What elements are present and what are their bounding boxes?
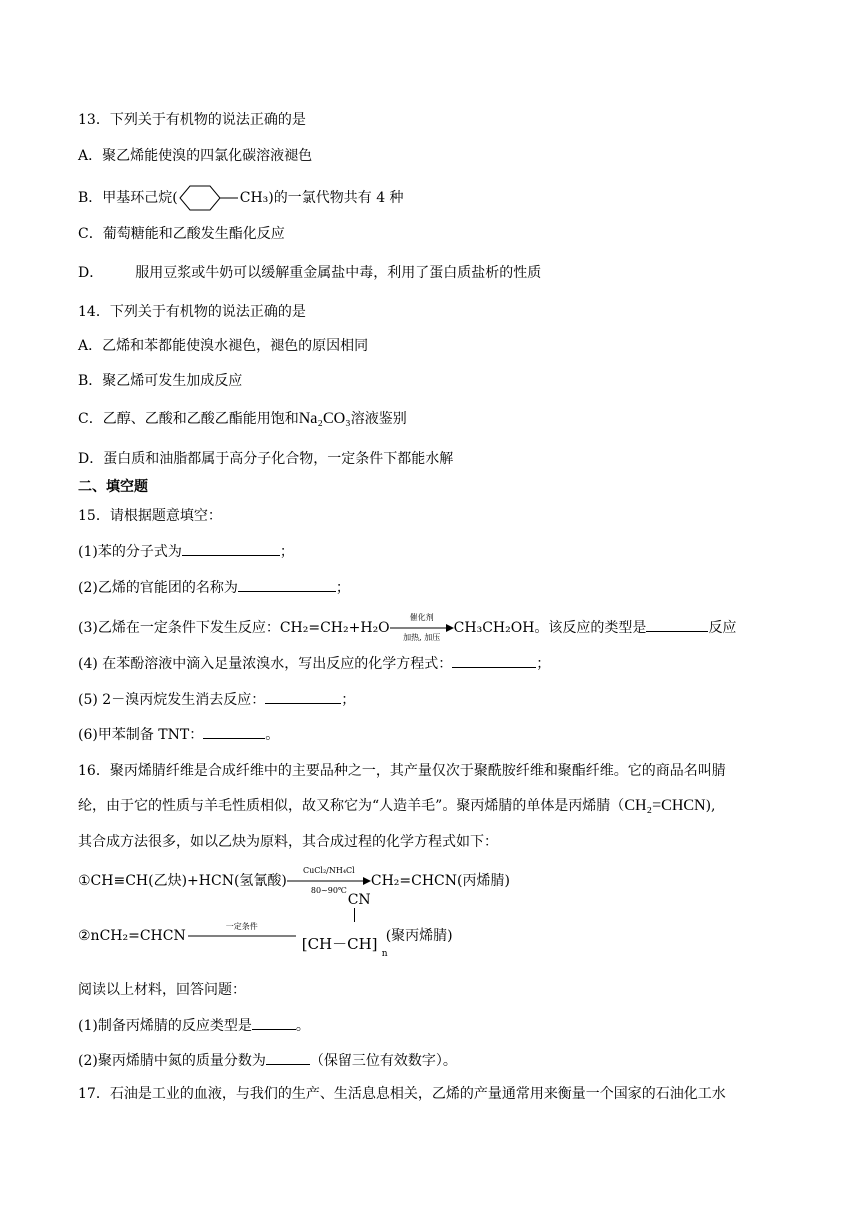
q14-stem: 14．下列关于有机物的说法正确的是	[78, 304, 306, 320]
q13-stem: 13．下列关于有机物的说法正确的是	[78, 112, 306, 128]
answer-blank[interactable]	[646, 617, 708, 632]
q15-part-3-end: 反应	[708, 620, 737, 636]
q15-part-2-end: ；	[335, 580, 350, 596]
q14-option-c	[78, 409, 407, 429]
acrylonitrile-formula: CH₂=CHCN	[624, 797, 706, 814]
q15-part-6-text: (6)甲苯制备 TNT：	[78, 727, 204, 743]
arrow-condition-top: 催化剂	[409, 613, 434, 622]
answer-blank[interactable]	[266, 1050, 310, 1065]
equation-1-products: CH₂=CHCN(丙烯腈)	[370, 873, 510, 889]
q15-part-3-prefix: (3)乙烯在一定条件下发生反应：CH₂=CH₂+H₂O	[78, 620, 390, 636]
q15-stem: 15．请根据题意填空：	[78, 508, 222, 524]
q16-line-2-suffix: ),	[705, 798, 716, 814]
equation-2	[78, 892, 453, 959]
q15-part-1-text: (1)苯的分子式为	[78, 544, 182, 560]
q15-part-4-text: (4) 在苯酚溶液中滴入足量浓溴水，写出反应的化学方程式：	[78, 656, 453, 672]
q13-option-c: C．葡萄糖能和乙酸发生酯化反应	[78, 226, 285, 242]
q16-part-2-text: (2)聚丙烯腈中氮的质量分数为	[78, 1053, 266, 1069]
q15-part-2	[78, 577, 350, 598]
q16-part-2	[78, 1050, 457, 1071]
q16-part-2-end: （保留三位有效数字）。	[309, 1053, 457, 1069]
q15-part-5	[78, 689, 355, 710]
q14-option-b: B．聚乙烯可发生加成反应	[78, 373, 243, 389]
q13-option-d	[78, 263, 541, 283]
q13-option-b-prefix: B．甲基环己烷(	[78, 190, 178, 206]
q15-part-4	[78, 653, 550, 674]
q13-option-d-label: D．	[78, 265, 104, 281]
q16-paragraph-line-2	[78, 796, 716, 816]
answer-blank[interactable]	[203, 724, 265, 739]
q14-option-a: A．乙烯和苯都能使溴水褪色，褪色的原因相同	[78, 338, 369, 354]
answer-blank[interactable]	[452, 653, 536, 668]
q13-option-d-text: 服用豆浆或牛奶可以缓解重金属盐中毒，利用了蛋白质盐析的性质	[135, 265, 542, 281]
q15-part-6	[78, 724, 279, 745]
q16-line-2-prefix: 纶，由于它的性质与羊毛性质相似，故又称它为“人造羊毛”。聚丙烯腈的单体是丙烯腈（	[78, 798, 625, 814]
q14-option-c-suffix: 溶液鉴别	[350, 411, 407, 427]
q14-option-c-prefix: C．乙醇、乙酸和乙酸乙酯能用饱和	[78, 411, 299, 427]
answer-blank[interactable]	[238, 577, 336, 592]
reaction-arrow	[186, 922, 298, 946]
section-heading: 二、填空题	[78, 479, 148, 495]
q15-part-1	[78, 541, 294, 562]
q15-part-1-end: ；	[279, 544, 294, 560]
q13-option-b	[78, 184, 404, 212]
arrow-condition-top: 一定条件	[225, 922, 258, 931]
answer-blank[interactable]	[252, 1015, 296, 1030]
q16-part-1-end: 。	[295, 1018, 310, 1034]
equation-1-reactants: ①CH≡CH(乙炔)+HCN(氢氰酸)	[78, 873, 287, 889]
polymer-repeat-unit: [CH－CH]	[301, 935, 378, 953]
q15-part-5-end: ；	[341, 692, 356, 708]
equation-1	[78, 866, 510, 896]
q13-option-b-suffix: CH₃)的一氯代物共有 4 种	[239, 190, 404, 206]
reaction-arrow	[390, 613, 454, 643]
q15-part-3	[78, 613, 736, 643]
answer-blank[interactable]	[265, 689, 341, 704]
q16-paragraph-line-3: 其合成方法很多，如以乙炔为原料，其合成过程的化学方程式如下：	[78, 834, 498, 850]
q17-paragraph-line-1: 17．石油是工业的血液，与我们的生产、生活息息相关，乙烯的产量通常用来衡量一个国家的石油化工水	[78, 1086, 726, 1102]
equation-2-reactant: ②nCH₂=CHCN	[78, 928, 186, 944]
q16-part-1	[78, 1015, 310, 1036]
q14-option-d: D．蛋白质和油脂都属于高分子化合物，一定条件下都能水解	[78, 451, 454, 467]
sodium-carbonate-formula: Na₂CO₃	[298, 410, 351, 427]
q13-option-a: A．聚乙烯能使溴的四氯化碳溶液褪色	[78, 148, 313, 164]
q15-part-3-suffix: CH₃CH₂OH。该反应的类型是	[453, 620, 647, 636]
polymer-structure	[298, 892, 388, 959]
q15-part-4-end: ；	[536, 656, 551, 672]
cyano-group-label: CN	[347, 892, 371, 908]
q16-paragraph-line-1: 16．聚丙烯腈纤维是合成纤维中的主要品种之一，其产量仅次于聚酰胺纤维和聚酯纤维。它的商品名叫腈	[78, 763, 726, 779]
q15-part-5-text: (5) 2－溴丙烷发生消去反应：	[78, 692, 266, 708]
q15-part-2-text: (2)乙烯的官能团的名称为	[78, 580, 238, 596]
arrow-condition-top: CuCl₂/NH₄Cl	[303, 866, 355, 875]
q15-part-6-end: 。	[265, 727, 280, 743]
equation-2-product-name: (聚丙烯腈)	[385, 928, 453, 944]
arrow-condition-bottom: 80~90℃	[310, 886, 347, 895]
answer-blank[interactable]	[182, 541, 280, 556]
polymer-n-subscript: n	[381, 949, 388, 959]
q16-part-1-text: (1)制备丙烯腈的反应类型是	[78, 1018, 252, 1034]
q16-read-prompt: 阅读以上材料，回答问题：	[78, 982, 246, 998]
cyclohexane-ring-icon	[178, 184, 240, 212]
arrow-condition-bottom: 加热, 加压	[403, 633, 441, 642]
bond-line	[354, 908, 355, 922]
